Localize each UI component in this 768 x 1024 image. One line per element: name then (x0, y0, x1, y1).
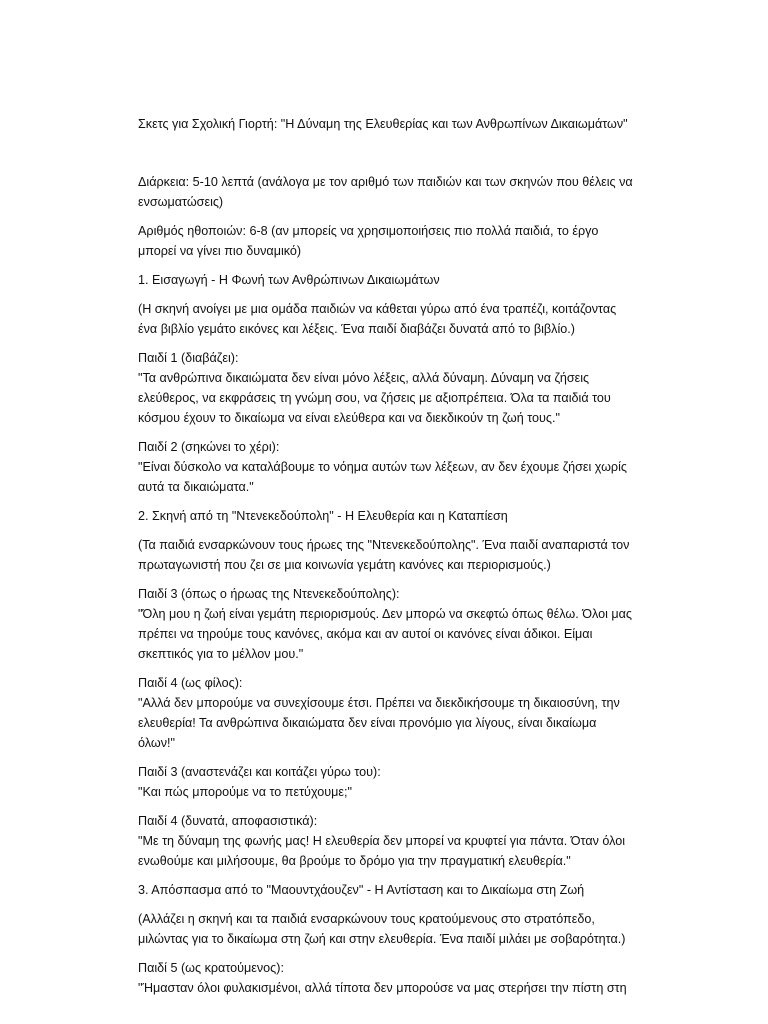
duration-paragraph (138, 172, 634, 212)
stage-direction-line: (Η σκηνή ανοίγει με μια ομάδα παιδιών να κάθεται γύρω από ένα τραπέζι, κοιτάζοντας (138, 302, 617, 316)
dialogue-line: ελευθερία! Τα ανθρώπινα δικαιώματα δεν είναι προνόμιο για λίγους, είναι δικαίωμα (138, 716, 597, 730)
actors-line: μπορεί να γίνει πιο δυναμικό) (138, 244, 302, 258)
document-body (138, 114, 634, 1007)
section-3-stage-direction (138, 909, 634, 949)
document-title: Σκετς για Σχολική Γιορτή: "Η Δύναμη της Ελευθερίας και των Ανθρωπίνων Δικαιωμάτων" (138, 117, 628, 131)
dialogue-line: "Με τη δύναμη της φωνής μας! Η ελευθερία δεν μπορεί να κρυφτεί για πάντα. Όταν όλοι (138, 834, 626, 848)
dialogue-line: "Ήμασταν όλοι φυλακισμένοι, αλλά τίποτα δεν μπορούσε να μας στερήσει την πίστη στη (138, 981, 627, 995)
section-1-heading (138, 270, 634, 290)
dialogue-line: "Όλη μου η ζωή είναι γεμάτη περιορισμούς. Δεν μπορώ να σκεφτώ όπως θέλω. Όλοι μας (138, 607, 632, 621)
dialogue-line: αυτά τα δικαιώματα." (138, 480, 254, 494)
dialogue-line: όλων!" (138, 736, 175, 750)
dialogue-child-5 (138, 958, 634, 998)
dialogue-child-4 (138, 673, 634, 753)
speaker-label: Παιδί 4 (δυνατά, αποφασιστικά): (138, 814, 318, 828)
section-1-stage-direction (138, 299, 634, 339)
stage-direction-line: (Τα παιδιά ενσαρκώνουν τους ήρωες της "Ντενεκεδούπολης". Ένα παιδί αναπαριστά τον (138, 538, 630, 552)
section-3-heading (138, 880, 634, 900)
dialogue-line: ενωθούμε και μιλήσουμε, θα βρούμε το δρόμο για την πραγματική ελευθερία." (138, 854, 571, 868)
stage-direction-line: μιλώντας για το δικαίωμα στη ζωή και στην ελευθερία. Ένα παιδί μιλάει με σοβαρότητα.) (138, 932, 626, 946)
dialogue-line: κόσμου έχουν το δικαίωμα να είναι ελεύθερα και να διεκδικούν τη ζωή τους." (138, 411, 560, 425)
dialogue-line: "Τα ανθρώπινα δικαιώματα δεν είναι μόνο λέξεις, αλλά δύναμη. Δύναμη να ζήσεις (138, 371, 590, 385)
dialogue-line: σκεπτικός για το μέλλον μου." (138, 647, 304, 661)
duration-line: ενσωματώσεις) (138, 195, 224, 209)
speaker-label: Παιδί 4 (ως φίλος): (138, 676, 243, 690)
speaker-label: Παιδί 2 (σηκώνει το χέρι): (138, 440, 280, 454)
dialogue-child-2 (138, 437, 634, 497)
dialogue-child-3-reply (138, 762, 634, 802)
dialogue-line: πρέπει να τηρούμε τους κανόνες, ακόμα και αν αυτοί οι κανόνες είναι άδικοι. Είμαι (138, 627, 593, 641)
speaker-label: Παιδί 5 (ως κρατούμενος): (138, 961, 284, 975)
dialogue-child-3 (138, 584, 634, 664)
duration-line: Διάρκεια: 5-10 λεπτά (ανάλογα με τον αριθμό των παιδιών και των σκηνών που θέλεις να (138, 175, 633, 189)
speaker-label: Παιδί 3 (όπως ο ήρωας της Ντενεκεδούπολης): (138, 587, 400, 601)
stage-direction-line: ένα βιβλίο γεμάτο εικόνες και λέξεις. Ένα παιδί διαβάζει δυνατά από το βιβλίο.) (138, 322, 575, 336)
dialogue-child-4-reply (138, 811, 634, 871)
dialogue-child-1 (138, 348, 634, 428)
stage-direction-line: (Αλλάζει η σκηνή και τα παιδιά ενσαρκώνουν τους κρατούμενους στο στρατόπεδο, (138, 912, 595, 926)
section-heading: 2. Σκηνή από τη "Ντενεκεδούπολη" - Η Ελευθερία και η Καταπίεση (138, 509, 508, 523)
section-heading: 1. Εισαγωγή - Η Φωνή των Ανθρώπινων Δικαιωμάτων (138, 273, 440, 287)
dialogue-line: "Και πώς μπορούμε να το πετύχουμε;" (138, 785, 352, 799)
dialogue-line: "Αλλά δεν μπορούμε να συνεχίσουμε έτσι. Πρέπει να διεκδικήσουμε τη δικαιοσύνη, την (138, 696, 620, 710)
speaker-label: Παιδί 3 (αναστενάζει και κοιτάζει γύρω του): (138, 765, 381, 779)
section-2-heading (138, 506, 634, 526)
dialogue-line: ελεύθερος, να εκφράσεις τη γνώμη σου, να ζήσεις με αξιοπρέπεια. Όλα τα παιδιά του (138, 391, 611, 405)
actors-paragraph (138, 221, 634, 261)
dialogue-line: "Είναι δύσκολο να καταλάβουμε το νόημα αυτών των λέξεων, αν δεν έχουμε ζήσει χωρίς (138, 460, 627, 474)
actors-line: Αριθμός ηθοποιών: 6-8 (αν μπορείς να χρησιμοποιήσεις πιο πολλά παιδιά, το έργο (138, 224, 599, 238)
section-heading: 3. Απόσπασμα από το "Μαουντχάουζεν" - Η Αντίσταση και το Δικαίωμα στη Ζωή (138, 883, 585, 897)
section-2-stage-direction (138, 535, 634, 575)
speaker-label: Παιδί 1 (διαβάζει): (138, 351, 239, 365)
title-spacer (138, 134, 634, 172)
stage-direction-line: πρωταγωνιστή που ζει σε μια κοινωνία γεμάτη κανόνες και περιορισμούς.) (138, 558, 551, 572)
